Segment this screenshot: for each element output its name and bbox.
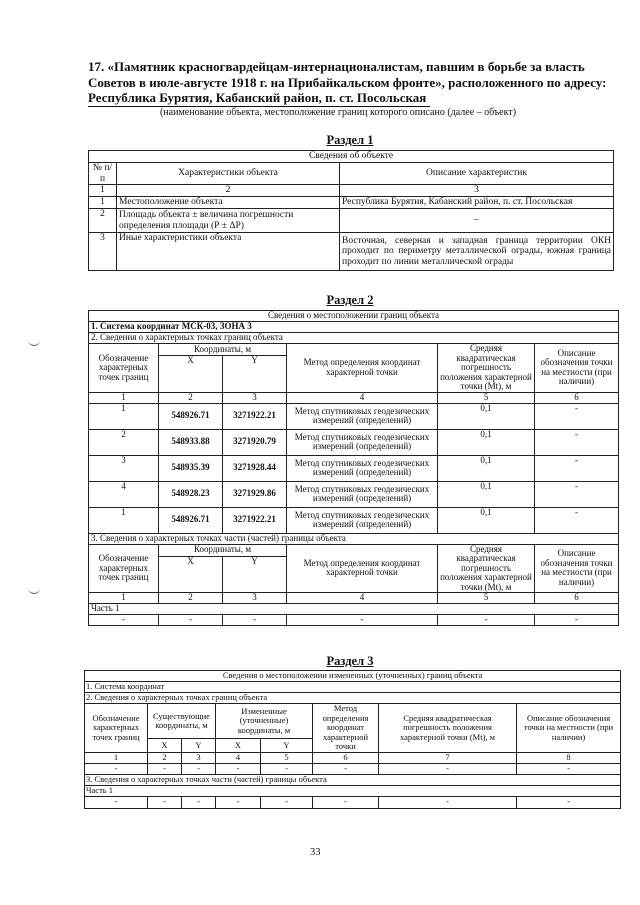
header-error: Средняя квадратическая погрешность положения характерной точки (Mt), м [438, 344, 535, 393]
section1-colnum: 2 [117, 185, 340, 197]
table-row [89, 233, 614, 271]
colnum: 1 [89, 392, 159, 403]
cell-empty: - [89, 615, 159, 626]
cell-y: 3271922.21 [223, 403, 287, 429]
cell-method: Метод спутниковых геодезических измерений (определений) [287, 507, 438, 533]
colnum: 4 [216, 752, 261, 763]
header-y: Y [261, 739, 313, 752]
cell-point: 1 [89, 507, 159, 533]
table-row [89, 209, 614, 233]
cell-desc: – [340, 209, 614, 233]
section3-banner: Сведения о местоположении измененных (уточненных) границ объекта [85, 671, 621, 682]
cell-empty: - [313, 796, 379, 808]
section1-header-char: Характеристики объекта [117, 163, 340, 185]
cell-point: 1 [89, 403, 159, 429]
header-changed: Измененные (уточненные) координаты, м [216, 704, 313, 739]
object-heading [88, 59, 616, 107]
section2-subtitle-part: 3. Сведения о характерных точках части (частей) границы объекта [89, 533, 619, 544]
cell-empty: - [438, 615, 535, 626]
cell-empty: - [261, 796, 313, 808]
cell-descr: - [535, 481, 619, 507]
section2-banner: Сведения о местоположении границ объекта [89, 311, 619, 322]
header-y: Y [182, 739, 216, 752]
cell-error: 0,1 [438, 403, 535, 429]
colnum: 6 [313, 752, 379, 763]
table-row [89, 429, 619, 455]
table-row [89, 197, 614, 209]
table-row [89, 455, 619, 481]
colnum: 3 [223, 392, 287, 403]
section2-table [88, 310, 619, 626]
part-label: Часть 1 [85, 785, 621, 796]
cell-y: 3271928.44 [223, 455, 287, 481]
cell-desc: Восточная, северная и западная граница территории ОКН проходит по периметру металлической ограды, южная граница проходит по линии металлической ограды [340, 233, 614, 271]
cell-x: 548933.88 [159, 429, 223, 455]
colnum: 3 [182, 752, 216, 763]
colnum: 5 [438, 392, 535, 403]
colnum: 4 [287, 593, 438, 604]
header-x: X [159, 356, 223, 392]
cell-x: 548926.71 [159, 403, 223, 429]
section2-system: 1. Система координат МСК-03, ЗОНА 3 [89, 322, 619, 333]
part-label: Часть 1 [89, 604, 619, 615]
colnum: 1 [89, 593, 159, 604]
section2-subtitle-points: 2. Сведения о характерных точках границ объекта [89, 333, 619, 344]
section1-header-desc: Описание характеристик [340, 163, 614, 185]
cell-descr: - [535, 507, 619, 533]
heading-line-3: Республика Бурятия, Кабанский район, п. ст. Посольская [88, 90, 430, 107]
cell-char: Местоположение объекта [117, 197, 340, 209]
section1-title: Раздел 1 [326, 133, 374, 147]
cell-empty: - [313, 763, 379, 774]
table-row [85, 763, 621, 774]
table-row [89, 507, 619, 533]
cell-no: 3 [89, 233, 117, 271]
header-x: X [216, 739, 261, 752]
section3-table [84, 670, 621, 809]
colnum: 8 [517, 752, 621, 763]
cell-empty: - [216, 763, 261, 774]
colnum: 5 [261, 752, 313, 763]
header-descr: Описание обозначения точки на местности (при наличии) [535, 544, 619, 593]
cell-empty: - [148, 763, 182, 774]
cell-char: Иные характеристики объекта [117, 233, 340, 271]
cell-empty: - [216, 796, 261, 808]
table-row [89, 403, 619, 429]
cell-point: 2 [89, 429, 159, 455]
section1-colnum: 1 [89, 185, 117, 197]
page-number: 33 [310, 847, 321, 858]
cell-empty: - [379, 763, 517, 774]
cell-y: 3271929.86 [223, 481, 287, 507]
table-row [85, 796, 621, 808]
header-method: Метод определения координат характерной точки [313, 704, 379, 753]
cell-desc: Республика Бурятия, Кабанский район, п. ст. Посольская [340, 197, 614, 209]
cell-empty: - [182, 796, 216, 808]
colnum: 5 [438, 593, 535, 604]
header-y: Y [223, 556, 287, 592]
header-points: Обозначение характерных точек границ [89, 344, 159, 393]
header-x: X [159, 556, 223, 592]
header-points: Обозначение характерных точек границ [89, 544, 159, 593]
table-row [89, 615, 619, 626]
header-existing: Существующие координаты, м [148, 704, 216, 739]
header-descr: Описание обозначения точки на местности (при наличии) [535, 344, 619, 393]
header-coords: Координаты, м [159, 544, 287, 556]
cell-point: 4 [89, 481, 159, 507]
cell-empty: - [379, 796, 517, 808]
colnum: 4 [287, 392, 438, 403]
heading-caption: (наименование объекта, местоположение границ которого описано (далее – объект) [160, 107, 517, 118]
section1-header-no: № п/п [89, 163, 117, 185]
section3-subtitle-part: 3. Сведения о характерных точках части (частей) границы объекта [85, 774, 621, 785]
colnum: 2 [148, 752, 182, 763]
cell-empty: - [148, 796, 182, 808]
cell-method: Метод спутниковых геодезических измерений (определений) [287, 455, 438, 481]
header-method: Метод определения координат характерной точки [287, 344, 438, 393]
cell-empty: - [159, 615, 223, 626]
cell-empty: - [261, 763, 313, 774]
cell-no: 2 [89, 209, 117, 233]
section1-table [88, 150, 614, 271]
cell-no: 1 [89, 197, 117, 209]
margin-mark [28, 585, 40, 594]
heading-line-1: 17. «Памятник красногвардейцам-интернационалистам, павшим в борьбе за власть [88, 59, 585, 74]
cell-empty: - [182, 763, 216, 774]
heading-line-2: Советов в июле-августе 1918 г. на Прибайкальском фронте», расположенного по адресу: [88, 74, 607, 90]
cell-x: 548928.23 [159, 481, 223, 507]
cell-descr: - [535, 429, 619, 455]
cell-y: 3271922.21 [223, 507, 287, 533]
section1-colnum: 3 [340, 185, 614, 197]
cell-empty: - [287, 615, 438, 626]
header-points: Обозначение характерных точек границ [85, 704, 148, 753]
colnum: 6 [535, 392, 619, 403]
colnum: 2 [159, 593, 223, 604]
cell-method: Метод спутниковых геодезических измерений (определений) [287, 403, 438, 429]
section3-subtitle-points: 2. Сведения о характерных точках границ объекта [85, 693, 621, 704]
cell-char: Площадь объекта ± величина погрешности определения площади (Р ± ΔР) [117, 209, 340, 233]
cell-empty: - [517, 796, 621, 808]
section3-title: Раздел 3 [326, 654, 374, 668]
margin-mark [28, 337, 40, 346]
cell-method: Метод спутниковых геодезических измерений (определений) [287, 429, 438, 455]
cell-point: 3 [89, 455, 159, 481]
colnum: 6 [535, 593, 619, 604]
header-coords: Координаты, м [159, 344, 287, 356]
cell-error: 0,1 [438, 429, 535, 455]
colnum: 2 [159, 392, 223, 403]
cell-descr: - [535, 455, 619, 481]
section2-title: Раздел 2 [326, 293, 374, 307]
header-method: Метод определения координат характерной точки [287, 544, 438, 593]
section3-system: 1. Система координат [85, 682, 621, 693]
colnum: 3 [223, 593, 287, 604]
colnum: 7 [379, 752, 517, 763]
header-error: Средняя квадратическая погрешность положения характерной точки (Mt), м [438, 544, 535, 593]
cell-empty: - [535, 615, 619, 626]
cell-method: Метод спутниковых геодезических измерений (определений) [287, 481, 438, 507]
cell-error: 0,1 [438, 455, 535, 481]
cell-x: 548935.39 [159, 455, 223, 481]
header-x: X [148, 739, 182, 752]
cell-error: 0,1 [438, 481, 535, 507]
header-y: Y [223, 356, 287, 392]
cell-empty: - [223, 615, 287, 626]
cell-empty: - [85, 763, 148, 774]
cell-y: 3271920.79 [223, 429, 287, 455]
table-row [89, 481, 619, 507]
cell-empty: - [85, 796, 148, 808]
cell-error: 0,1 [438, 507, 535, 533]
cell-x: 548926.71 [159, 507, 223, 533]
cell-empty: - [517, 763, 621, 774]
header-error: Средняя квадратическая погрешность положения характерной точки (Mt), м [379, 704, 517, 753]
section1-banner: Сведения об объекте [89, 151, 614, 163]
header-descr: Описание обозначения точки на местности (при наличии) [517, 704, 621, 753]
cell-descr: - [535, 403, 619, 429]
colnum: 1 [85, 752, 148, 763]
